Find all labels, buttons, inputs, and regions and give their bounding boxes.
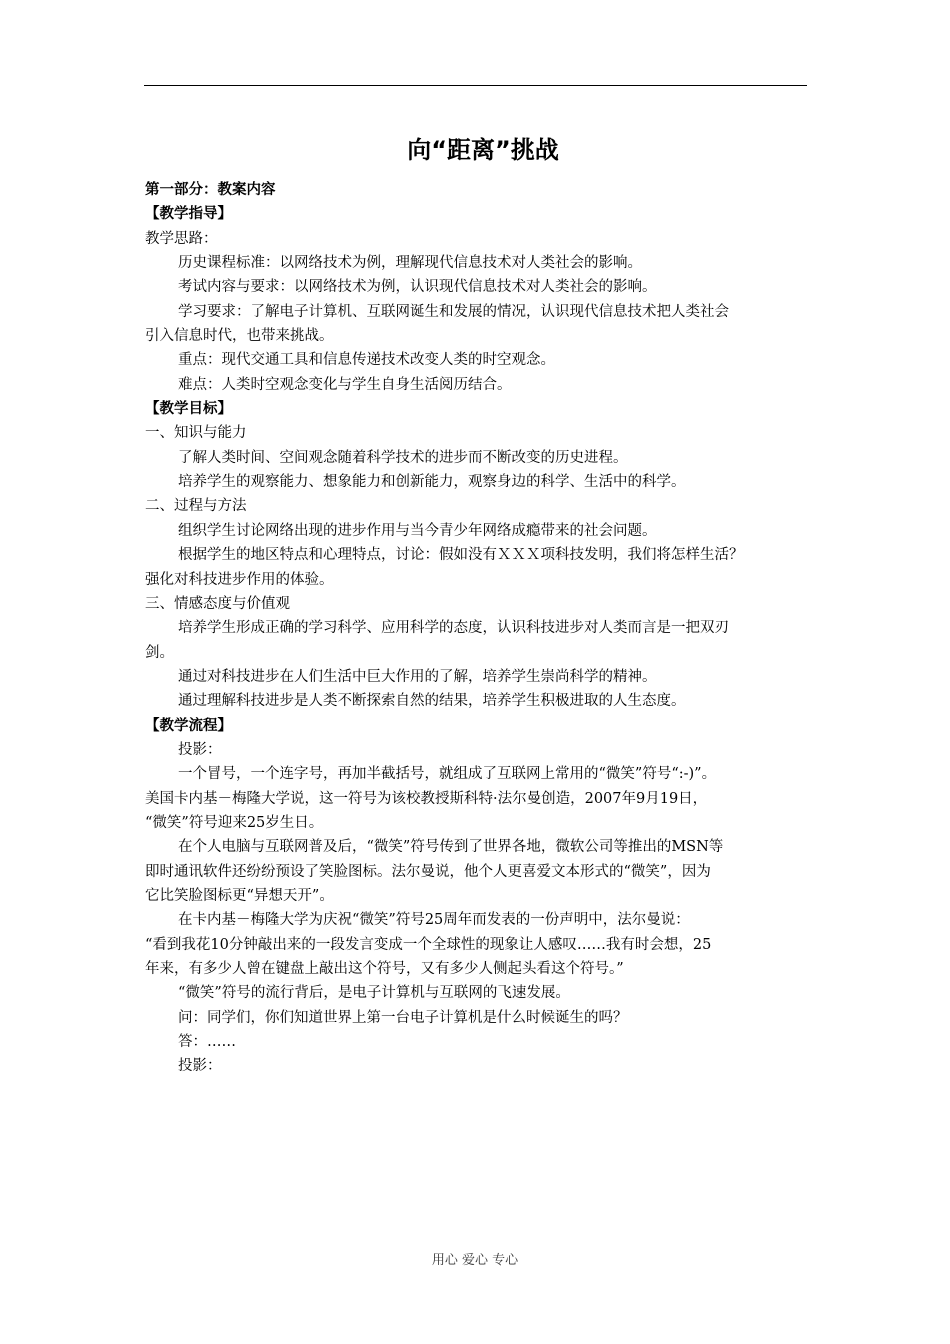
text-line: 培养学生的观察能力、想象能力和创新能力，观察身边的科学、生活中的科学。 — [178, 474, 686, 491]
text-line: 它比笑脸图标更“异想天开”。 — [145, 887, 334, 904]
paragraph-list — [145, 178, 821, 1079]
text-line: 美国卡内基－梅隆大学说，这一符号为该校教授斯科特·法尔曼创造，2007年9月19日， — [145, 790, 708, 807]
text-line: “看到我花10分钟敲出来的一段发言变成一个全球性的现象让人感叹……我有时会想，25 — [145, 936, 712, 953]
text-line: 通过理解科技进步是人类不断探索自然的结果，培养学生积极进取的人生态度。 — [178, 693, 686, 710]
text-line: 了解人类时间、空间观念随着科学技术的进步而不断改变的历史进程。 — [178, 449, 628, 466]
text-line: 投影： — [178, 741, 222, 758]
text-line: 强化对科技进步作用的体验。 — [145, 571, 334, 588]
text-line: 即时通讯软件还纷纷预设了笑脸图标。法尔曼说，他个人更喜爱文本形式的“微笑”，因为 — [145, 863, 711, 880]
text-line: “微笑”符号的流行背后，是电子计算机与互联网的飞速发展。 — [178, 985, 570, 1002]
text-line: 答：…… — [178, 1034, 236, 1051]
text-line: 历史课程标准：以网络技术为例，理解现代信息技术对人类社会的影响。 — [178, 255, 642, 272]
section-heading: 第一部分：教案内容 — [145, 182, 276, 198]
text-line: 一、知识与能力 — [145, 425, 247, 442]
text-line: 考试内容与要求：以网络技术为例，认识现代信息技术对人类社会的影响。 — [178, 279, 657, 296]
text-line: 重点：现代交通工具和信息传递技术改变人类的时空观念。 — [178, 352, 555, 369]
text-line: 在个人电脑与互联网普及后，“微笑”符号传到了世界各地，微软公司等推出的MSN等 — [178, 839, 724, 856]
text-line: 一个冒号，一个连字号，再加半截括号，就组成了互联网上常用的“微笑”符号“:-)”。 — [178, 766, 717, 783]
text-line: 根据学生的地区特点和心理特点，讨论：假如没有ＸＸＸ项科技发明，我们将怎样生活？ — [178, 547, 744, 564]
section-heading: 【教学流程】 — [145, 717, 232, 734]
text-line: 培养学生形成正确的学习科学、应用科学的态度，认识科技进步对人类而言是一把双刃 — [178, 620, 729, 637]
text-line: 三、情感态度与价值观 — [145, 595, 290, 612]
section-heading: 【教学目标】 — [145, 401, 232, 418]
page-footer: 用心 爱心 专心 — [431, 1253, 519, 1268]
text-line: 教学思路： — [145, 230, 218, 247]
text-line: “微笑”符号迎来25岁生日。 — [145, 814, 324, 831]
text-line: 组织学生讨论网络出现的进步作用与当今青少年网络成瘾带来的社会问题。 — [178, 522, 657, 539]
text-line: 投影： — [178, 1058, 222, 1075]
text-line: 问：同学们，你们知道世界上第一台电子计算机是什么时候诞生的吗？ — [178, 1009, 628, 1026]
document-body — [145, 134, 821, 1079]
section-heading: 【教学指导】 — [145, 206, 232, 223]
page-title: 向“距离”挑战 — [407, 136, 559, 164]
text-line: 年来，有多少人曾在键盘上敲出这个符号，又有多少人侧起头看这个符号。” — [145, 961, 624, 977]
text-line: 剑。 — [145, 644, 174, 661]
text-line: 在卡内基－梅隆大学为庆祝“微笑”符号25周年而发表的一份声明中，法尔曼说： — [178, 912, 690, 929]
text-line: 难点：人类时空观念变化与学生自身生活阅历结合。 — [178, 376, 512, 393]
text-line: 学习要求：了解电子计算机、互联网诞生和发展的情况，认识现代信息技术把人类社会 — [178, 303, 729, 320]
header-rule — [144, 85, 807, 86]
text-line: 二、过程与方法 — [145, 498, 247, 515]
text-line: 引入信息时代，也带来挑战。 — [145, 328, 334, 345]
text-line: 通过对科技进步在人们生活中巨大作用的了解，培养学生崇尚科学的精神。 — [178, 668, 657, 685]
